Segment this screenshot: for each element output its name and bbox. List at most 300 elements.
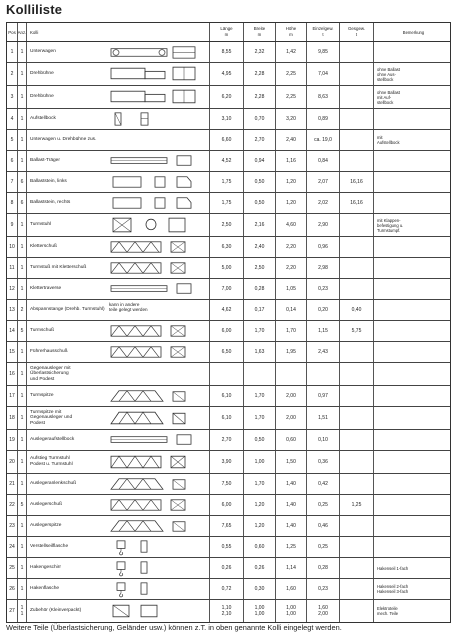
- cell-width-text: 1,70: [254, 481, 265, 487]
- cell-pos: [7, 151, 18, 171]
- cell-kolli: [27, 86, 210, 108]
- cell-length-text: 6,20: [221, 94, 232, 100]
- cell-note: [374, 430, 450, 450]
- cell-length: [210, 474, 244, 494]
- cell-width: [244, 279, 276, 299]
- part-sketch: [107, 559, 207, 577]
- cell-length: [210, 237, 244, 257]
- cell-width-text: 0,50: [254, 200, 265, 206]
- cell-height-text: 1,16: [286, 158, 296, 164]
- cell-length: [210, 258, 244, 278]
- cell-anz: [18, 579, 27, 599]
- cell-width: [244, 214, 276, 236]
- cell-pos-text: 11: [9, 265, 15, 271]
- cell-length-text: 2,70: [221, 437, 232, 443]
- cell-width-text: 0,50: [254, 437, 265, 443]
- cell-pos: [7, 258, 18, 278]
- cell-kolli: [27, 214, 210, 236]
- cell-width: [244, 537, 276, 557]
- page-title: Kolliliste: [6, 2, 63, 17]
- table-row: [7, 214, 450, 237]
- kolli-name: Unterwagen: [30, 49, 56, 55]
- cell-total-weight: [340, 342, 374, 362]
- cell-weight: [307, 407, 340, 429]
- cell-anz: [18, 495, 27, 515]
- cell-anz: [18, 474, 27, 494]
- cell-note: [374, 451, 450, 473]
- part-sketch: [107, 601, 207, 621]
- kolli-name: Auslegerspitze: [30, 523, 62, 529]
- cell-weight-text: 0,23: [318, 286, 328, 292]
- cell-anz: [18, 430, 27, 450]
- cell-kolli: [27, 321, 210, 341]
- cell-kolli: [27, 172, 210, 192]
- cell-width-text: 2,70: [254, 137, 265, 143]
- cell-weight: [307, 600, 340, 622]
- cell-height: [276, 430, 307, 450]
- header-weight-text: Einzelgew. t: [312, 26, 334, 37]
- cell-note: [374, 363, 450, 385]
- cell-width: [244, 363, 276, 385]
- cell-pos: [7, 279, 18, 299]
- cell-note: [374, 86, 450, 108]
- cell-note-text: mit Aufstellbock: [377, 135, 400, 145]
- table-row: [7, 558, 450, 579]
- cell-length: [210, 172, 244, 192]
- cell-weight-text: 8,63: [318, 94, 328, 100]
- cell-width-text: 1,00: [254, 459, 265, 465]
- kolli-name: Turmschuß: [30, 328, 55, 334]
- cell-length: [210, 86, 244, 108]
- cell-pos-text: 2: [10, 71, 14, 77]
- kolli-name: Zubehör (Kleinverpackt): [30, 608, 82, 614]
- cell-length: [210, 214, 244, 236]
- cell-total-weight: [340, 300, 374, 320]
- cell-kolli: [27, 63, 210, 85]
- cell-weight: [307, 451, 340, 473]
- cell-height: [276, 172, 307, 192]
- cell-pos: [7, 579, 18, 599]
- cell-pos: [7, 430, 18, 450]
- part-sketch: [107, 152, 207, 170]
- cell-total-weight: [340, 321, 374, 341]
- cell-height: [276, 130, 307, 150]
- kolli-name: Klettertraverse: [30, 286, 62, 292]
- table-row: [7, 342, 450, 363]
- cell-weight-text: 0,96: [318, 244, 328, 250]
- cell-anz: [18, 600, 27, 622]
- part-sketch-drawing: [107, 559, 207, 577]
- cell-pos-text: 21: [9, 481, 15, 487]
- cell-anz-text: 1: [20, 244, 24, 250]
- cell-note-text: Hakenseil 1-fach: [377, 565, 409, 571]
- cell-note: [374, 537, 450, 557]
- cell-kolli: [27, 579, 210, 599]
- table-row: [7, 130, 450, 151]
- cell-note: [374, 386, 450, 406]
- cell-length: [210, 600, 244, 622]
- table-row: [7, 474, 450, 495]
- cell-weight-text: 2,90: [318, 222, 328, 228]
- kolli-name: Drehbühne: [30, 71, 54, 77]
- part-sketch: [107, 64, 207, 84]
- table-row: [7, 300, 450, 321]
- cell-pos: [7, 300, 18, 320]
- cell-anz: [18, 237, 27, 257]
- cell-total-weight: [340, 600, 374, 622]
- cell-pos-text: 4: [10, 116, 14, 122]
- table-row: [7, 537, 450, 558]
- cell-length: [210, 63, 244, 85]
- part-sketch: [107, 580, 207, 598]
- header-height-text: Höhe m: [285, 26, 297, 37]
- cell-note: [374, 558, 450, 578]
- cell-weight-text: 0,20: [318, 307, 328, 313]
- table-header: [7, 23, 450, 42]
- cell-weight-text: 1,60 2,00: [318, 605, 328, 617]
- cell-width: [244, 321, 276, 341]
- cell-height-text: 1,25: [286, 544, 296, 550]
- cell-length: [210, 386, 244, 406]
- cell-pos: [7, 130, 18, 150]
- header-length-text: Länge m: [220, 26, 233, 37]
- cell-total-weight: [340, 193, 374, 213]
- cell-height-text: 0,60: [286, 437, 296, 443]
- cell-length-text: 8,55: [221, 49, 232, 55]
- cell-width-text: 1,70: [254, 393, 265, 399]
- cell-length-text: 0,55: [221, 544, 232, 550]
- table-row: [7, 363, 450, 386]
- cell-width-text: 0,17: [254, 307, 265, 313]
- cell-total-weight: [340, 63, 374, 85]
- cell-height-text: 2,20: [286, 265, 296, 271]
- cell-height-text: 1,42: [286, 49, 296, 55]
- cell-weight: [307, 363, 340, 385]
- cell-pos: [7, 86, 18, 108]
- cell-weight-text: 0,10: [318, 437, 328, 443]
- cell-width-text: 2,32: [254, 49, 265, 55]
- cell-anz-text: 1: [20, 286, 24, 292]
- cell-total-weight: [340, 495, 374, 515]
- cell-width-text: 2,28: [254, 71, 265, 77]
- kolli-name: Aufstieg Turmstuhl Podest u. Turmstuhl: [30, 456, 73, 467]
- cell-width: [244, 193, 276, 213]
- cell-length: [210, 363, 244, 385]
- header-length: [210, 23, 244, 41]
- cell-total-weight: [340, 151, 374, 171]
- cell-length-text: 6,00: [221, 328, 232, 334]
- cell-height: [276, 151, 307, 171]
- cell-anz: [18, 42, 27, 62]
- cell-height-text: 2,25: [286, 71, 296, 77]
- cell-anz: [18, 172, 27, 192]
- cell-total-weight-text: 5,75: [351, 328, 362, 334]
- cell-note: [374, 214, 450, 236]
- cell-height: [276, 558, 307, 578]
- cell-length-text: 4,95: [221, 71, 232, 77]
- cell-pos: [7, 451, 18, 473]
- cell-width-text: 0,28: [254, 286, 265, 292]
- cell-weight-text: 1,51: [318, 415, 328, 421]
- cell-weight: [307, 342, 340, 362]
- cell-anz-text: 5: [20, 502, 24, 508]
- cell-width-text: 2,16: [254, 222, 265, 228]
- cell-kolli: [27, 430, 210, 450]
- cell-width: [244, 172, 276, 192]
- cell-total-weight: [340, 579, 374, 599]
- cell-height-text: 1,40: [286, 523, 296, 529]
- footer-note: Weitere Teile (Überlastsicherung, Geländer usw.) können z.T. in oben genannte Kolli eingelegt werden.: [6, 623, 342, 632]
- part-sketch-drawing: [107, 343, 207, 361]
- cell-pos: [7, 42, 18, 62]
- table-row: [7, 321, 450, 342]
- cell-weight: [307, 474, 340, 494]
- cell-pos-text: 26: [9, 586, 15, 592]
- cell-kolli: [27, 451, 210, 473]
- cell-length: [210, 407, 244, 429]
- cell-pos-text: 8: [10, 200, 14, 206]
- cell-width: [244, 430, 276, 450]
- cell-length-text: 6,30: [221, 244, 232, 250]
- part-sketch: [107, 238, 207, 256]
- cell-anz-text: 1: [20, 437, 24, 443]
- cell-pos: [7, 537, 18, 557]
- cell-note: [374, 321, 450, 341]
- cell-height: [276, 279, 307, 299]
- cell-anz-text: 1: [20, 116, 24, 122]
- cell-pos-text: 19: [9, 437, 15, 443]
- cell-note: [374, 172, 450, 192]
- cell-height: [276, 86, 307, 108]
- kolli-name: Turmstuß mit Kletterschuß: [30, 265, 87, 271]
- part-sketch-drawing: [107, 280, 207, 298]
- part-sketch-drawing: [107, 110, 207, 128]
- cell-pos-text: 9: [10, 222, 14, 228]
- cell-length-text: 5,00: [221, 265, 232, 271]
- cell-pos: [7, 193, 18, 213]
- cell-width: [244, 579, 276, 599]
- cell-length-text: 3,90: [221, 459, 232, 465]
- kolli-name: Hakengeschirr: [30, 565, 61, 571]
- part-sketch-drawing: [107, 408, 207, 428]
- cell-length: [210, 279, 244, 299]
- header-note: Bemerkung: [402, 29, 425, 35]
- cell-kolli: [27, 42, 210, 62]
- part-sketch: [107, 215, 207, 235]
- cell-pos: [7, 495, 18, 515]
- cell-width: [244, 342, 276, 362]
- cell-weight: [307, 579, 340, 599]
- part-sketch: [107, 408, 207, 428]
- cell-anz-text: 1: [20, 459, 24, 465]
- cell-height: [276, 193, 307, 213]
- cell-weight-text: 1,15: [318, 328, 328, 334]
- part-sketch-drawing: [107, 601, 207, 621]
- cell-note: [374, 279, 450, 299]
- kolli-name: Auslegeraufstellbock: [30, 437, 75, 443]
- cell-anz: [18, 537, 27, 557]
- cell-length: [210, 516, 244, 536]
- part-sketch: [107, 538, 207, 556]
- part-sketch-drawing: [107, 173, 207, 191]
- part-sketch-drawing: [107, 194, 207, 212]
- cell-pos-text: 24: [9, 544, 15, 550]
- kolli-name: Turmspitze: [30, 393, 54, 399]
- kolli-name: Ballast-Träger: [30, 158, 60, 164]
- cell-anz-text: 1: [20, 158, 24, 164]
- cell-pos-text: 16: [9, 371, 15, 377]
- cell-weight-text: 0,23: [318, 586, 328, 592]
- cell-width: [244, 109, 276, 129]
- cell-weight-text: 0,42: [318, 481, 328, 487]
- cell-weight-text: 0,84: [318, 158, 328, 164]
- kolli-name: Drehbühne: [30, 94, 54, 100]
- part-sketch-drawing: [107, 496, 207, 514]
- cell-total-weight: [340, 258, 374, 278]
- cell-width: [244, 516, 276, 536]
- cell-width-text: 1,70: [254, 415, 265, 421]
- table-row: [7, 430, 450, 451]
- cell-pos-text: 10: [9, 244, 15, 250]
- table-row: [7, 579, 450, 600]
- cell-length: [210, 451, 244, 473]
- cell-length-text: 4,52: [221, 158, 232, 164]
- cell-height: [276, 451, 307, 473]
- cell-pos: [7, 363, 18, 385]
- cell-note-text: mit Klappen- befestigung u. Turmstumpf.: [377, 217, 404, 233]
- cell-anz-text: 2: [20, 307, 24, 313]
- cell-width: [244, 451, 276, 473]
- cell-width: [244, 151, 276, 171]
- table-row: [7, 151, 450, 172]
- table-row: [7, 386, 450, 407]
- table-row: [7, 172, 450, 193]
- cell-kolli: [27, 558, 210, 578]
- kolli-name: Verstellseilflasche: [30, 544, 69, 550]
- part-sketch: [107, 387, 207, 405]
- cell-total-weight-text: 16,16: [350, 179, 363, 185]
- cell-note: [374, 474, 450, 494]
- cell-height-text: 2,20: [286, 244, 296, 250]
- cell-weight: [307, 558, 340, 578]
- cell-anz-text: 1: [20, 481, 24, 487]
- cell-weight: [307, 42, 340, 62]
- cell-height: [276, 300, 307, 320]
- cell-anz: [18, 63, 27, 85]
- cell-height-text: 1,50: [286, 459, 296, 465]
- cell-note: [374, 42, 450, 62]
- cell-width-text: 1,20: [254, 502, 265, 508]
- cell-height: [276, 42, 307, 62]
- cell-total-weight: [340, 474, 374, 494]
- cell-length: [210, 42, 244, 62]
- part-sketch: [107, 280, 207, 298]
- kolli-name: Auslegeranlenkschuß: [30, 481, 77, 487]
- cell-width: [244, 237, 276, 257]
- kolli-name: Führerhausschuß: [30, 349, 68, 355]
- cell-pos-text: 18: [9, 415, 15, 421]
- cell-weight: [307, 430, 340, 450]
- cell-anz-text: 5: [20, 328, 24, 334]
- kolli-name: Auslegerschuß: [30, 502, 62, 508]
- cell-height: [276, 537, 307, 557]
- cell-height-text: 1,00 1,00: [286, 605, 296, 617]
- cell-pos-text: 3: [10, 94, 14, 100]
- cell-kolli: [27, 537, 210, 557]
- cell-anz: [18, 451, 27, 473]
- kolli-name: Kletterschuß: [30, 244, 57, 250]
- cell-kolli: [27, 363, 210, 385]
- cell-height: [276, 258, 307, 278]
- part-sketch: [107, 43, 207, 61]
- cell-total-weight-text: 0,40: [351, 307, 362, 313]
- cell-anz: [18, 558, 27, 578]
- cell-kolli: [27, 407, 210, 429]
- cell-weight-text: 0,89: [318, 116, 328, 122]
- cell-length: [210, 151, 244, 171]
- cell-length: [210, 321, 244, 341]
- cell-total-weight: [340, 363, 374, 385]
- cell-pos-text: 12: [9, 286, 15, 292]
- cell-pos: [7, 63, 18, 85]
- cell-anz: [18, 300, 27, 320]
- cell-width: [244, 495, 276, 515]
- cell-anz: [18, 193, 27, 213]
- table-row: [7, 516, 450, 537]
- cell-anz: [18, 279, 27, 299]
- cell-kolli: [27, 237, 210, 257]
- cell-length-text: 0,26: [221, 565, 232, 571]
- cell-weight: [307, 300, 340, 320]
- cell-anz-text: 1: [20, 222, 24, 228]
- part-sketch-drawing: [107, 452, 207, 472]
- cell-height: [276, 495, 307, 515]
- part-sketch-drawing: [107, 215, 207, 235]
- cell-weight-text: 2,98: [318, 265, 328, 271]
- cell-weight: [307, 193, 340, 213]
- table-row: [7, 109, 450, 130]
- cell-anz-text: 1 1: [20, 605, 24, 617]
- cell-height: [276, 600, 307, 622]
- part-sketch-drawing: [107, 517, 207, 535]
- cell-total-weight: [340, 386, 374, 406]
- cell-weight: [307, 258, 340, 278]
- cell-anz: [18, 321, 27, 341]
- cell-weight: [307, 214, 340, 236]
- cell-pos-text: 22: [9, 502, 15, 508]
- part-sketch-drawing: [107, 475, 207, 493]
- cell-length: [210, 109, 244, 129]
- cell-length-text: 4,62: [221, 307, 232, 313]
- cell-length: [210, 537, 244, 557]
- kolli-extra-note: kann in andere teile gelegt werden: [109, 302, 148, 313]
- cell-width: [244, 63, 276, 85]
- cell-length-text: 1,10 2,10: [221, 605, 232, 617]
- cell-total-weight: [340, 86, 374, 108]
- part-sketch: [107, 194, 207, 212]
- cell-note: [374, 600, 450, 622]
- kolli-name: Aufstellbock: [30, 116, 56, 122]
- cell-width-text: 0,26: [254, 565, 265, 571]
- cell-note-text: Elektroteile mech. Teile: [377, 606, 399, 616]
- kolli-name: Unterwagen u. Drehbühne zus.: [30, 137, 97, 143]
- cell-kolli: [27, 151, 210, 171]
- table-row: [7, 237, 450, 258]
- cell-anz-text: 1: [20, 94, 24, 100]
- cell-weight-text: 2,02: [318, 200, 328, 206]
- cell-note: [374, 151, 450, 171]
- cell-note: [374, 516, 450, 536]
